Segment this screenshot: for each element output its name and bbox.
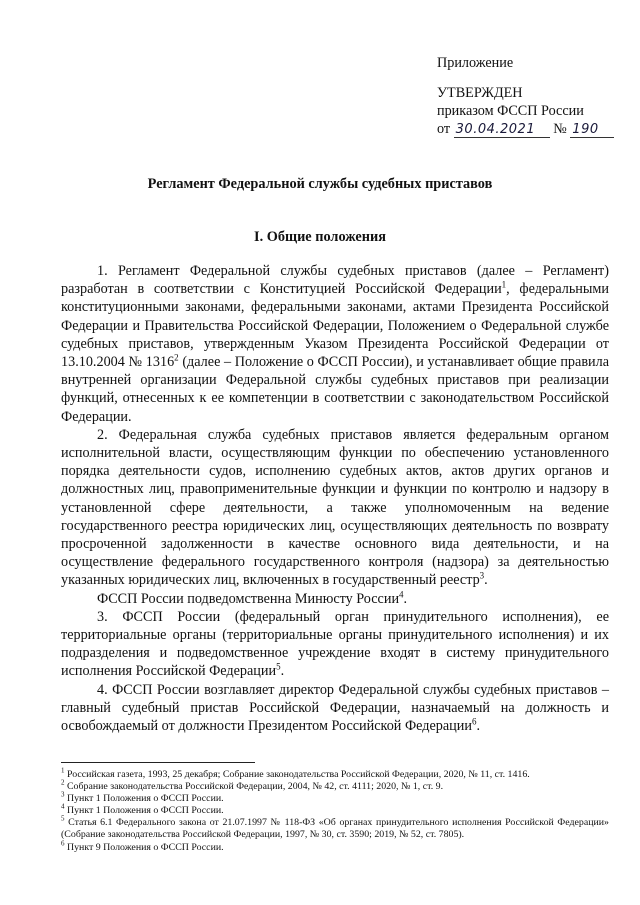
footnote [61, 766, 609, 781]
footnote [61, 839, 609, 854]
footnote-text: Пункт 1 Положения о ФССП России. [64, 793, 224, 805]
footnote [61, 778, 609, 793]
order-date-line [437, 120, 614, 138]
approval-block [437, 54, 614, 138]
footnote-text: Российская газета, 1993, 25 декабря; Собрание законодательства Российской Федерации, 2020, № 11, ст. 1416. [64, 769, 530, 780]
order-line: приказом ФССП России [437, 103, 584, 119]
footnote [61, 817, 609, 841]
footnote-text: Пункт 1 Положения о ФССП России. [64, 805, 224, 817]
footnote [61, 802, 609, 817]
paragraph-text: , федеральными конституционными законами, федеральными законами, актами Президента Российской Федерации и Правительства Российской Федерации, Положением о Федеральной службе судебных приставов, утвержденным Указом Президента Российской Федерации от 13.10.2004 № 1316 [61, 281, 609, 371]
paragraph-text: . [280, 663, 285, 680]
paragraph-text: 4. ФССП России возглавляет директор Федеральной службы судебных приставов – главный судебный пристав Российской Федерации, назначаемый на должность и освобождаемый от должности Президентом Российской Федерации [61, 681, 609, 735]
paragraph-text: . [403, 590, 408, 607]
paragraph-text: (далее – Положение о ФССП России), и устанавливает общие правила внутренней организации Федеральной службы судебных приставов при реализации функций, отнесенных к ее компетенции в соответствии с законодательством Российской Федерации. [61, 354, 609, 425]
footnote [61, 790, 609, 805]
footnote-mark: 3 [61, 790, 65, 799]
document-body [61, 262, 609, 735]
handwritten-number: 190 [570, 123, 614, 138]
paragraph-3 [61, 608, 609, 681]
paragraph-text: 1. Регламент Федеральной службы судебных приставов (далее – Регламент) разработан в соответствии с Конституцией Российской Федерации [61, 263, 609, 298]
footnote-ref: 6 [471, 716, 477, 727]
footnote-mark: 4 [61, 802, 65, 811]
footnote-mark: 2 [61, 778, 65, 787]
footnote-ref: 4 [399, 588, 404, 599]
handwritten-date: 30.04.2021 [454, 123, 550, 138]
footnote-mark: 1 [61, 766, 65, 775]
footnote-mark: 5 [61, 815, 65, 824]
footnote-text: Пункт 9 Положения о ФССП России. [64, 841, 224, 853]
paragraph-2-subordination [61, 590, 609, 608]
footnote-ref: 5 [276, 661, 281, 672]
document-title: Регламент Федеральной службы судебных приставов [147, 176, 493, 192]
paragraph-2 [61, 426, 609, 590]
paragraph-text: 3. ФССП России (федеральный орган принудительного исполнения), ее территориальные органы (территориальные органы принудительного исполнения) и их подразделения и подведомственное учреждение входят в систему принудительного исполнения Российской Федерации [61, 608, 609, 680]
number-prefix: № [553, 121, 567, 137]
footnote-text: Статья 6.1 Федерального закона от 21.07.1997 № 118-ФЗ «Об органах принудительного исполнения Российской Федерации» (Собрание законодательства Российской Федерации, 1997, № 30, ст. 3590; 2019, № 52, ст. 7805). [61, 817, 609, 841]
paragraph-text: ФССП России подведомственна Минюсту России [97, 590, 400, 607]
footnote-ref: 3 [479, 570, 485, 581]
footnote-mark: 6 [61, 839, 65, 848]
paragraph-4 [61, 681, 609, 736]
footnote-ref: 2 [174, 352, 179, 363]
footnote-text: Собрание законодательства Российской Федерации, 2004, № 42, ст. 4111; 2020, № 1, ст. 9. [64, 781, 444, 793]
paragraph-1 [61, 262, 609, 426]
footnote-ref: 1 [501, 279, 507, 290]
paragraph-text: 2. Федеральная служба судебных приставов является федеральным органом исполнительной власти, осуществляющим функции по обеспечению установленного порядка деятельности судов, исполнению судебных актов, актов других органов и должностных лиц, правоприменительные функции и функции по контролю и надзору в установленной сфере деятельности, а также уполномоченным на ведение государственного реестра юридических лиц, осуществляющих деятельность по возврату просроченной задолженности в качестве основного вида деятельности, и на осуществление федерального государственного контроля (надзора) за деятельностью указанных юридических лиц, включенных в государственный реестр [61, 426, 609, 589]
paragraph-text: . [476, 718, 480, 735]
date-prefix: от [437, 121, 451, 137]
approved-label: УТВЕРЖДЕН [437, 85, 523, 101]
footnotes [61, 766, 609, 854]
footnote-separator [61, 762, 255, 763]
paragraph-text: . [484, 572, 488, 589]
annex-label: Приложение [437, 55, 514, 71]
section-title: I. Общие положения [254, 229, 386, 245]
